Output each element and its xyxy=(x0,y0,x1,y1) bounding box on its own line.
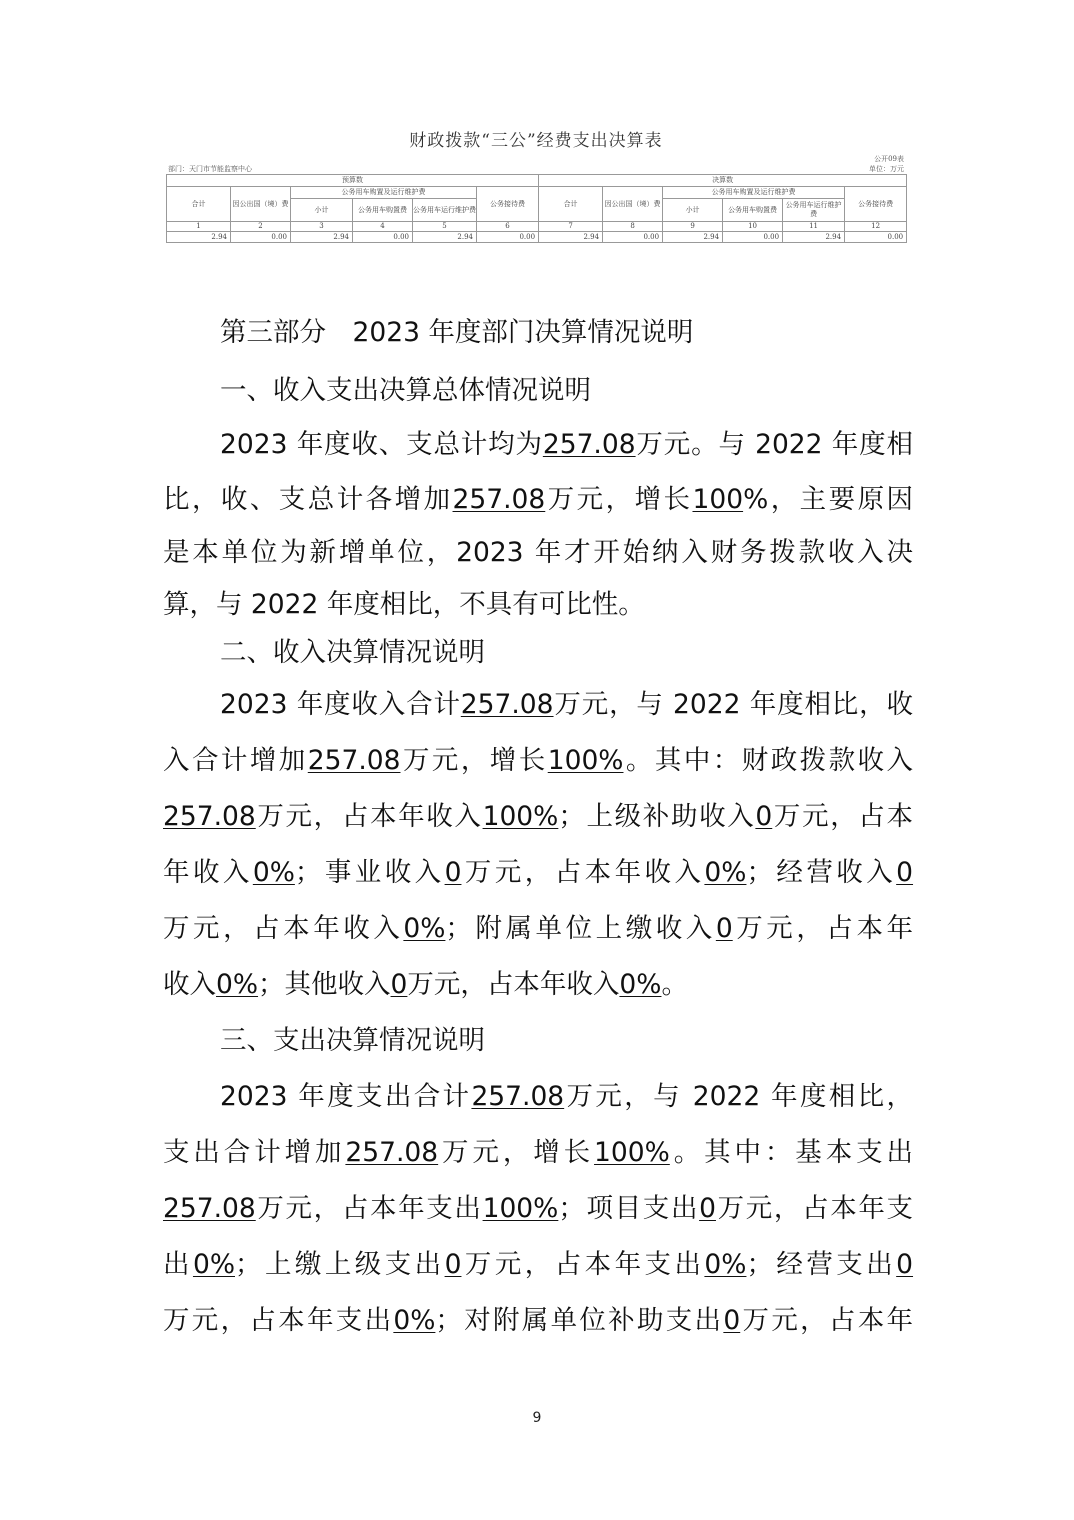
text-run: 。其中：基本支出 xyxy=(669,1137,914,1168)
underlined-value: 0% xyxy=(704,1249,747,1280)
text-run: 收入 xyxy=(163,969,216,1000)
text-run: 万元，占本年支出 xyxy=(255,1193,483,1224)
text-run: 万元，占本年 xyxy=(732,913,913,944)
col-header: 合计 xyxy=(539,187,603,222)
underlined-value: 0 xyxy=(723,1305,741,1336)
index-cell: 9 xyxy=(663,222,723,232)
underlined-value: 100% xyxy=(547,745,624,776)
text-run: ；项目支出 xyxy=(558,1193,700,1224)
underlined-value: 257.08 xyxy=(542,429,636,460)
text-run: ；其他收入 xyxy=(258,969,391,1000)
text-line xyxy=(163,1249,914,1280)
text-run: 万元，占本年收入 xyxy=(407,969,620,1000)
underlined-value: 0 xyxy=(755,801,773,832)
text-run: 算，与 2022 年度相比，不具有可比性。 xyxy=(163,589,645,620)
underlined-value: 257.08 xyxy=(163,801,256,832)
col-header: 小计 xyxy=(291,199,353,222)
col-header: 因公出国（境）费 xyxy=(603,187,663,222)
text-run: 2023 年度支出合计 xyxy=(220,1081,472,1112)
index-cell: 10 xyxy=(723,222,783,232)
underlined-value: 257.08 xyxy=(345,1137,439,1168)
text-run: 2023 年度收、支总计均为 xyxy=(220,429,543,460)
text-run: 年收入 xyxy=(163,857,253,888)
text-run: 万元，与 2022 年度相比， xyxy=(564,1081,913,1112)
underlined-value: 257.08 xyxy=(307,745,401,776)
index-cell: 1 xyxy=(167,222,231,232)
text-line xyxy=(163,1305,914,1336)
text-line xyxy=(163,589,913,620)
underlined-value: 100% xyxy=(482,1193,559,1224)
underlined-value: 0 xyxy=(390,969,408,1000)
section-3-heading: 三、支出决算情况说明 xyxy=(220,1025,485,1056)
col-header: 公务用车购置费 xyxy=(353,199,413,222)
underlined-value: 100% xyxy=(594,1137,670,1168)
text-line xyxy=(163,745,914,776)
text-line xyxy=(163,801,914,832)
index-cell: 3 xyxy=(291,222,353,232)
expense-table xyxy=(166,174,907,243)
text-run: 是本单位为新增单位，2023 年才开始纳入财务拨款收入决 xyxy=(163,537,913,568)
index-cell: 11 xyxy=(783,222,845,232)
underlined-value: 257.08 xyxy=(452,484,546,515)
section-1-heading: 一、收入支出决算总体情况说明 xyxy=(220,375,591,406)
text-line xyxy=(163,1137,914,1168)
table-header-row-2 xyxy=(167,187,907,199)
section-2-heading: 二、收入决算情况说明 xyxy=(220,637,485,668)
col-header: 因公出国（境）费 xyxy=(231,187,291,222)
underlined-value: 0 xyxy=(444,1249,462,1280)
text-line xyxy=(163,484,914,515)
value-cell: 2.94 xyxy=(783,232,845,243)
value-cell: 2.94 xyxy=(539,232,603,243)
text-run: ；上缴上级支出 xyxy=(235,1249,445,1280)
page-number: 9 xyxy=(532,1410,542,1426)
underlined-value: 257.08 xyxy=(163,1193,256,1224)
table-dept: 部门：天门市节能监察中心 xyxy=(168,165,252,173)
text-run: ；附属单位上缴收入 xyxy=(445,913,716,944)
col-header: 公务用车购置费 xyxy=(723,199,783,222)
text-run: ；对附属单位补助支出 xyxy=(435,1305,724,1336)
table-index-row xyxy=(167,222,907,232)
value-cell: 0.00 xyxy=(723,232,783,243)
index-cell: 6 xyxy=(477,222,539,232)
text-line xyxy=(220,689,913,720)
text-run: 万元，占本年收入 xyxy=(163,913,404,944)
value-cell: 2.94 xyxy=(291,232,353,243)
text-run: 2023 年度收入合计 xyxy=(220,689,461,720)
text-line xyxy=(220,1081,913,1112)
vehicle-group-header: 公务用车购置及运行维护费 xyxy=(663,187,845,199)
value-cell: 0.00 xyxy=(845,232,907,243)
underlined-value: 0% xyxy=(393,1305,436,1336)
index-cell: 8 xyxy=(603,222,663,232)
table-meta xyxy=(166,154,906,174)
final-header: 决算数 xyxy=(539,175,907,187)
table-header-row-1 xyxy=(167,175,907,187)
budget-header: 预算数 xyxy=(167,175,539,187)
underlined-value: 100 xyxy=(692,484,744,515)
underlined-value: 257.08 xyxy=(471,1081,565,1112)
table-unit: 单位：万元 xyxy=(869,165,904,173)
underlined-value: 0 xyxy=(444,857,462,888)
text-run: 万元，增长 xyxy=(438,1137,595,1168)
text-line xyxy=(163,969,913,1000)
underlined-value: 0% xyxy=(216,969,259,1000)
text-run: 万元，增长 xyxy=(545,484,693,515)
three-public-expenses-table-image xyxy=(166,128,906,243)
text-run: 万元，增长 xyxy=(400,745,548,776)
text-run: 支出合计增加 xyxy=(163,1137,346,1168)
text-run: 万元，占本年支出 xyxy=(461,1249,705,1280)
text-line xyxy=(163,1193,914,1224)
underlined-value: 0 xyxy=(715,913,733,944)
value-cell: 2.94 xyxy=(413,232,477,243)
value-cell: 0.00 xyxy=(231,232,291,243)
value-cell: 0.00 xyxy=(477,232,539,243)
col-header: 公务接待费 xyxy=(845,187,907,222)
text-run: 比，收、支总计各增加 xyxy=(163,484,453,515)
text-run: ；经营支出 xyxy=(746,1249,897,1280)
text-run: %，主要原因 xyxy=(743,484,914,515)
text-run: 万元，占本年收入 xyxy=(255,801,483,832)
text-line xyxy=(163,913,913,944)
text-run: 万元，占本年支出 xyxy=(163,1305,394,1336)
text-line xyxy=(220,429,913,460)
table-value-row xyxy=(167,232,907,243)
text-run: 出 xyxy=(163,1249,193,1280)
text-run: 入合计增加 xyxy=(163,745,308,776)
text-run: 万元，与 2022 年度相比，收 xyxy=(553,689,913,720)
index-cell: 7 xyxy=(539,222,603,232)
col-header: 公务用车运行维护费 xyxy=(413,199,477,222)
index-cell: 2 xyxy=(231,222,291,232)
text-run: 。其中：财政拨款收入 xyxy=(623,745,914,776)
text-run: ；上级补助收入 xyxy=(558,801,756,832)
value-cell: 2.94 xyxy=(167,232,231,243)
index-cell: 12 xyxy=(845,222,907,232)
text-line xyxy=(163,857,914,888)
text-line xyxy=(163,537,913,568)
col-header: 公务接待费 xyxy=(477,187,539,222)
underlined-value: 0 xyxy=(699,1193,716,1224)
text-run: 万元，占本年支 xyxy=(715,1193,914,1224)
underlined-value: 0% xyxy=(192,1249,235,1280)
underlined-value: 0 xyxy=(896,857,914,888)
text-run: ；经营收入 xyxy=(746,857,897,888)
underlined-value: 0% xyxy=(252,857,295,888)
underlined-value: 100% xyxy=(482,801,559,832)
text-run: 万元，占本 xyxy=(772,801,914,832)
col-header: 小计 xyxy=(663,199,723,222)
underlined-value: 0% xyxy=(619,969,662,1000)
table-title: 财政拨款“三公”经费支出决算表 xyxy=(409,131,663,151)
text-run: 万元，占本年收入 xyxy=(461,857,705,888)
part3-heading: 第三部分 2023 年度部门决算情况说明 xyxy=(220,317,694,348)
vehicle-group-header: 公务用车购置及运行维护费 xyxy=(291,187,477,199)
col-header: 公务用车运行维护费 xyxy=(783,199,845,222)
underlined-value: 0% xyxy=(704,857,747,888)
value-cell: 0.00 xyxy=(353,232,413,243)
value-cell: 2.94 xyxy=(663,232,723,243)
table-code: 公开09表 xyxy=(874,155,904,163)
underlined-value: 0 xyxy=(896,1249,914,1280)
index-cell: 4 xyxy=(353,222,413,232)
underlined-value: 257.08 xyxy=(460,689,554,720)
text-run: 万元。与 2022 年度相 xyxy=(635,429,913,460)
text-run: 。 xyxy=(661,969,688,1000)
col-header: 合计 xyxy=(167,187,231,222)
value-cell: 0.00 xyxy=(603,232,663,243)
index-cell: 5 xyxy=(413,222,477,232)
text-run: 万元，占本年 xyxy=(740,1305,914,1336)
underlined-value: 0% xyxy=(403,913,446,944)
text-run: ；事业收入 xyxy=(294,857,445,888)
